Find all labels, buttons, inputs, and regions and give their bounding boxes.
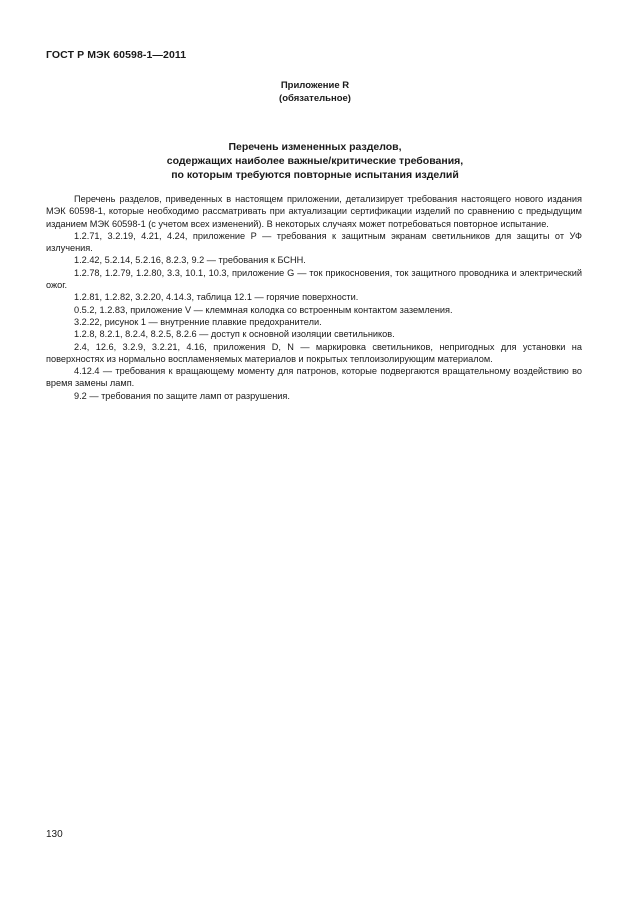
list-paragraph: 1.2.8, 8.2.1, 8.2.4, 8.2.5, 8.2.6 — доступ к основной изоляции светильников. (74, 329, 395, 340)
appendix-status: (обязательное) (279, 93, 351, 104)
title-line-2: содержащих наиболее важные/критические требования, (166, 155, 464, 167)
list-paragraph: 0.5.2, 1.2.83, приложение V — клеммная колодка со встроенным контактом заземления. (74, 304, 453, 315)
list-paragraph: 1.2.42, 5.2.14, 5.2.16, 8.2.3, 9.2 — требования к БСНН. (74, 255, 306, 266)
list-paragraph: 1.2.81, 1.2.82, 3.2.20, 4.14.3, таблица 12.1 — горячие поверхности. (74, 292, 359, 303)
list-paragraph: 9.2 — требования по защите ламп от разрушения. (74, 390, 290, 401)
list-paragraph: 1.2.78, 1.2.79, 1.2.80, 3.3, 10.1, 10.3, приложение G — ток прикосновения, ток защитного проводника и электрический ожог. (46, 267, 582, 291)
standard-header: ГОСТ Р МЭК 60598-1—2011 (46, 49, 187, 61)
list-paragraph: 4.12.4 — требования к вращающему моменту для патронов, которые подвергаются вращательному воздействию во время замены ламп. (46, 366, 582, 389)
list-paragraph: 2.4, 12.6, 3.2.9, 3.2.21, 4.16, приложения D, N — маркировка светильников, непригодных для установки на поверхностях из нормально воспламеняемых материалов и покрытых теплоизолирующим материалом. (46, 341, 582, 364)
page-number: 130 (46, 829, 63, 840)
list-paragraph: 1.2.71, 3.2.19, 4.21, 4.24, приложение Р — требования к защитным экранам светильников для защиты от УФ излучения. (46, 230, 582, 254)
appendix-label: Приложение R (280, 80, 350, 91)
section-title (0, 140, 630, 182)
title-line-1: Перечень измененных разделов, (228, 141, 402, 153)
appendix-heading (0, 79, 630, 105)
body-text (46, 193, 582, 402)
list-paragraph: 3.2.22, рисунок 1 — внутренние плавкие предохранители. (74, 316, 322, 327)
title-line-3: по которым требуются повторные испытания изделий (171, 169, 459, 181)
intro-paragraph: Перечень разделов, приведенных в настоящем приложении, детализирует требования настоящего нового издания МЭК 60598-1, которые необходимо рассматривать при актуализации сертификации изделий по сравнению с предыдущим изданием МЭК 60598-1 (с учетом всех изменений). В некоторых случаях может потребоваться повторное испытание. (46, 194, 582, 229)
